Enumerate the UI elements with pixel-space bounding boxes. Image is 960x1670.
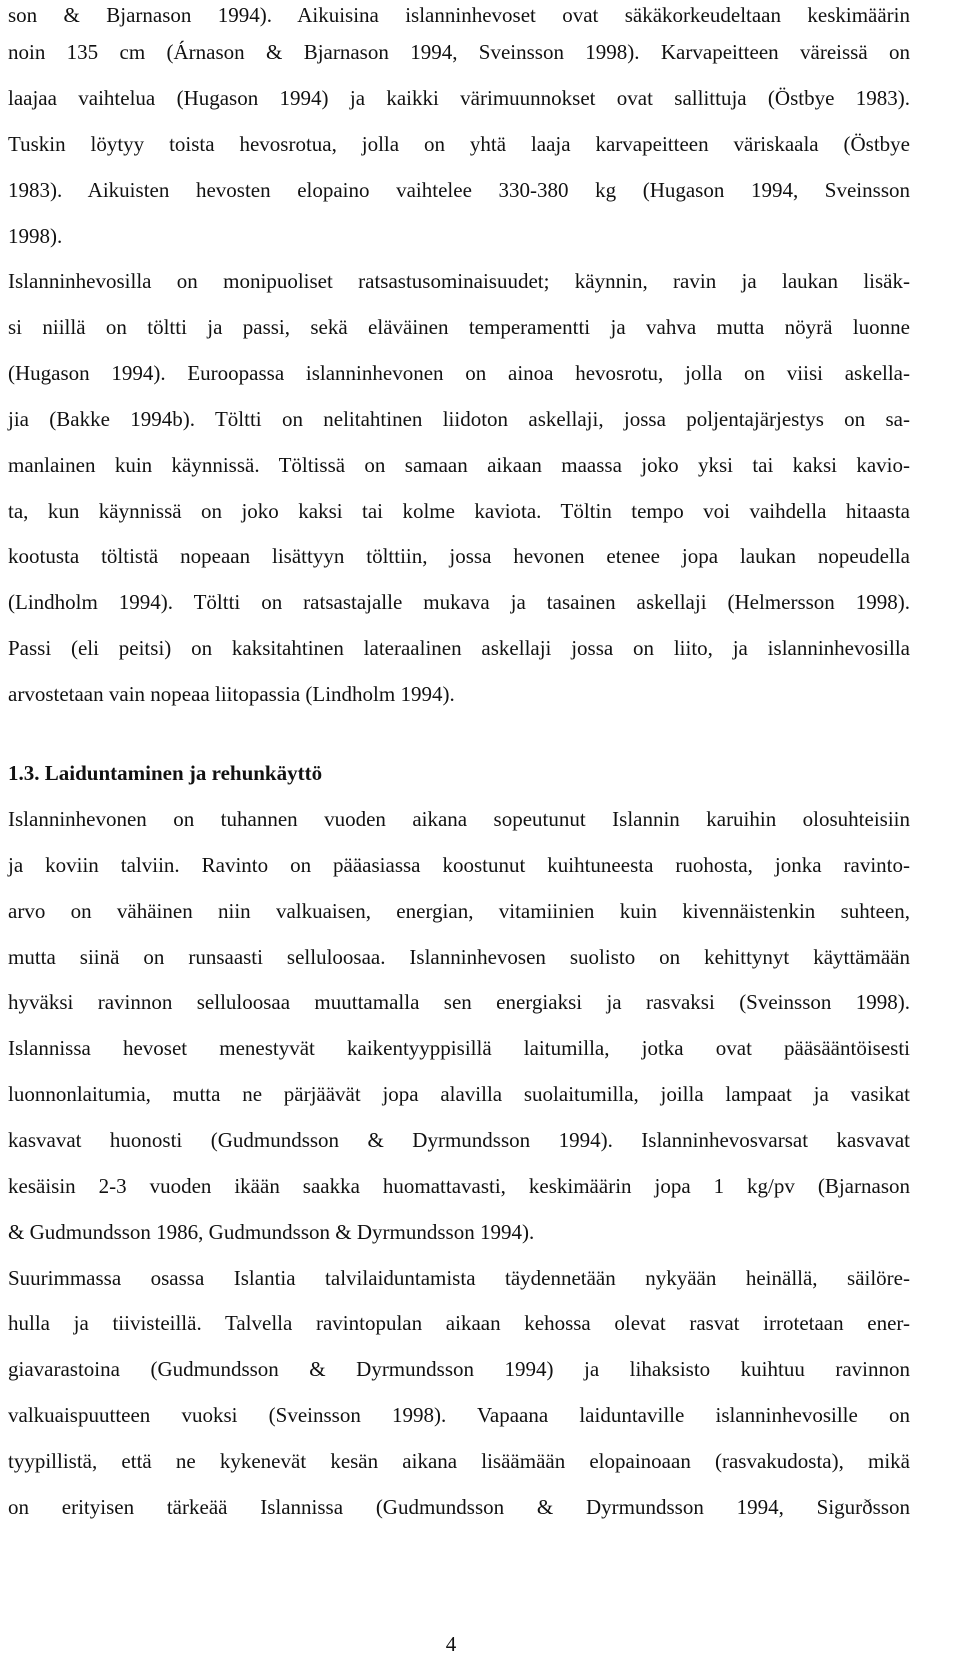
body-text-line: luonnonlaitumia, mutta ne pärjäävät jopa alavilla suolaitumilla, joilla lampaat ja vasikat: [8, 1082, 910, 1106]
body-text-line: si niillä on töltti ja passi, sekä eläväinen temperamentti ja vahva mutta nöyrä luonne: [8, 315, 910, 339]
body-text-line: noin 135 cm (Árnason & Bjarnason 1994, Sveinsson 1998). Karvapeitteen väreissä on: [8, 40, 910, 64]
body-text-line: Passi (eli peitsi) on kaksitahtinen lateraalinen askellaji jossa on liito, ja islanninhevosilla: [8, 636, 910, 660]
body-text-line: Islanninhevosilla on monipuoliset ratsastusominaisuudet; käynnin, ravin ja laukan lisäk-: [8, 269, 910, 293]
body-text-line: arvostetaan vain nopeaa liitopassia (Lindholm 1994).: [8, 682, 455, 706]
body-text-line: kootusta töltistä nopeaan lisättyyn tölttiin, jossa hevonen etenee jopa laukan nopeudella: [8, 544, 910, 568]
body-text-line: tyypillistä, että ne kykenevät kesän aikana lisäämään elopainoaan (rasvakudosta), mikä: [8, 1449, 910, 1473]
body-text-line: (Hugason 1994). Euroopassa islanninhevonen on ainoa hevosrotu, jolla on viisi askella-: [8, 361, 910, 385]
body-text-line: 1983). Aikuisten hevosten elopaino vaihtelee 330-380 kg (Hugason 1994, Sveinsson: [8, 178, 910, 202]
body-text-line: on erityisen tärkeää Islannissa (Gudmundsson & Dyrmundsson 1994, Sigurðsson: [8, 1495, 910, 1519]
body-text-line: giavarastoina (Gudmundsson & Dyrmundsson 1994) ja lihaksisto kuihtuu ravinnon: [8, 1357, 910, 1381]
body-text-line: Islanninhevonen on tuhannen vuoden aikana sopeutunut Islannin karuihin olosuhteisiin: [8, 807, 910, 831]
page-number: 4: [445, 1632, 457, 1656]
section-heading: 1.3. Laiduntaminen ja rehunkäyttö: [8, 761, 323, 785]
body-text-line: laajaa vaihtelua (Hugason 1994) ja kaikki värimuunnokset ovat sallittuja (Östbye 1983).: [8, 86, 910, 110]
body-text-line: & Gudmundsson 1986, Gudmundsson & Dyrmundsson 1994).: [8, 1220, 535, 1244]
body-text-line: valkuaispuutteen vuoksi (Sveinsson 1998). Vapaana laiduntaville islanninhevosille on: [8, 1403, 910, 1427]
body-text-line: son & Bjarnason 1994). Aikuisina islanninhevoset ovat säkäkorkeudeltaan keskimäärin: [8, 3, 910, 27]
body-text-line: Suurimmassa osassa Islantia talvilaiduntamista täydennetään nykyään heinällä, säilöre-: [8, 1266, 910, 1290]
body-text-line: kasvavat huonosti (Gudmundsson & Dyrmundsson 1994). Islanninhevosvarsat kasvavat: [8, 1128, 910, 1152]
body-text-line: Tuskin löytyy toista hevosrotua, jolla on yhtä laaja karvapeitteen väriskaala (Östbye: [8, 132, 910, 156]
body-text-line: 1998).: [8, 224, 63, 248]
body-text-line: mutta siinä on runsaasti selluloosaa. Islanninhevosen suolisto on kehittynyt käyttämään: [8, 945, 910, 969]
body-text-line: manlainen kuin käynnissä. Töltissä on samaan aikaan maassa joko yksi tai kaksi kavio-: [8, 453, 910, 477]
body-text-line: ja koviin talviin. Ravinto on pääasiassa koostunut kuihtuneesta ruohosta, jonka ravinto-: [8, 853, 910, 877]
body-text-line: arvo on vähäinen niin valkuaisen, energian, vitamiinien kuin kivennäistenkin suhteen,: [8, 899, 910, 923]
body-text-line: jia (Bakke 1994b). Töltti on nelitahtinen liidoton askellaji, jossa poljentajärjestys on sa-: [8, 407, 910, 431]
body-text-line: ta, kun käynnissä on joko kaksi tai kolme kaviota. Töltin tempo voi vaihdella hitaasta: [8, 499, 910, 523]
body-text-line: hyväksi ravinnon selluloosaa muuttamalla sen energiaksi ja rasvaksi (Sveinsson 1998).: [8, 990, 910, 1014]
body-text-line: hulla ja tiivisteillä. Talvella ravintopulan aikaan kehossa olevat rasvat irrotetaan ener-: [8, 1311, 910, 1335]
body-text-line: Islannissa hevoset menestyvät kaikentyyppisillä laitumilla, jotka ovat pääsääntöisesti: [8, 1036, 910, 1060]
body-text-line: kesäisin 2-3 vuoden ikään saakka huomattavasti, keskimäärin jopa 1 kg/pv (Bjarnason: [8, 1174, 910, 1198]
body-text-line: (Lindholm 1994). Töltti on ratsastajalle mukava ja tasainen askellaji (Helmersson 1998).: [8, 590, 910, 614]
